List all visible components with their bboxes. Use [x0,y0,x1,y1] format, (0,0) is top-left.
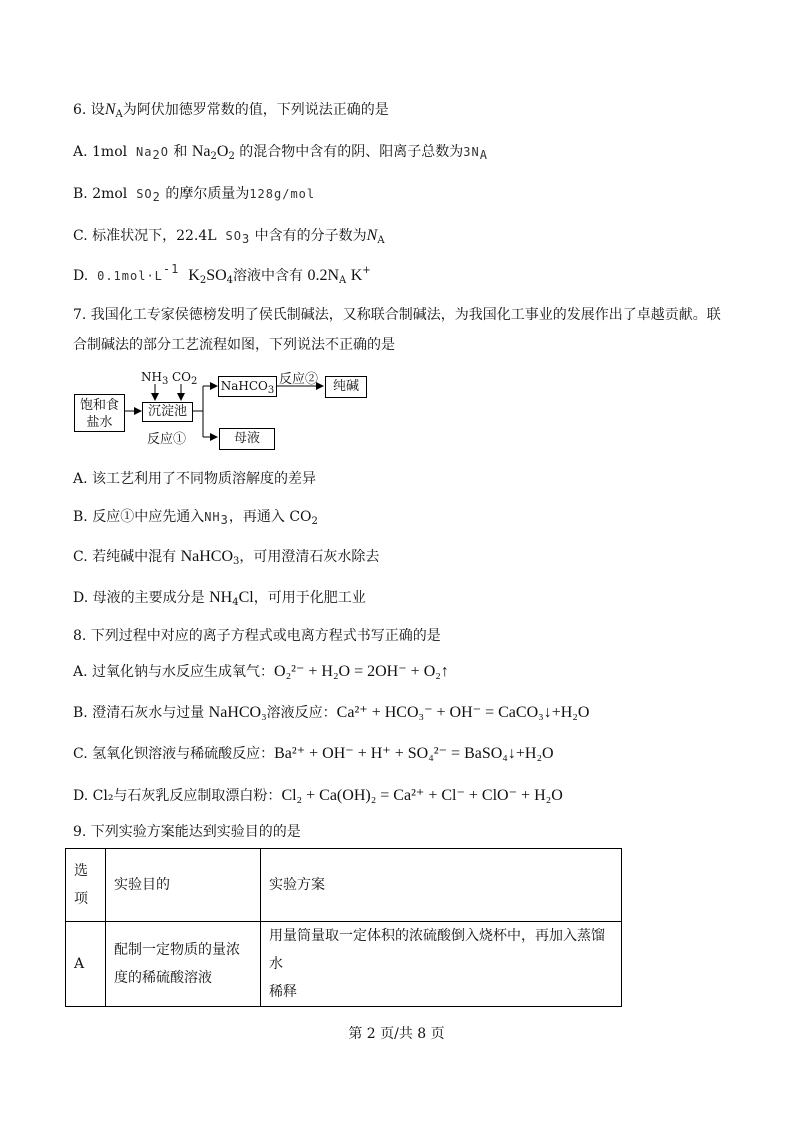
nh3-label: $NH_3$ [141,370,169,387]
q7-stem-line2: 合制碱法的部分工艺流程如图，下列说法不正确的是 [73,337,395,353]
soda-ash-box: 纯碱 [325,376,367,398]
q7-option-a: A. 该工艺利用了不同物质溶解度的差异 [73,471,317,487]
reaction1-label: 反应① [147,432,187,447]
q7-option-d: D. 母液的主要成分是 $NH_4Cl$，可用于化肥工业 [73,589,366,608]
nahco3-box: NaHCO$_3$ [218,376,277,397]
q7-stem-line1: 7. 我国化工专家侯德榜发明了侯氏制碱法，又称联合制碱法，为我国化工事业的发展作出了卓越贡献。联 [73,307,721,323]
page-footer: 第 2 页/共 8 页 [348,1026,445,1042]
q8-option-b: B. 澄清石灰水与过量 NaHCO₃溶液反应：Ca²⁺ + HCO₃⁻ + OH⁻ = CaCO₃↓+H₂O [73,704,590,721]
experiment-table [65,848,622,1007]
header-plan: 实验方案 [261,849,622,922]
row-plan: 用量筒量取一定体积的浓硫酸倒入烧杯中，再加入蒸馏水 稀释 [261,922,622,1007]
row-option: A [66,922,106,1007]
reaction2-label: 反应② [279,372,319,387]
q6-option-a: A. 1mol $Na_2O$ 和 $Na_2O_2$ 的混合物中含有的阴、阳离子总数为$3N_A$ [73,143,488,162]
q8-option-c: C. 氢氧化钡溶液与稀硫酸反应：Ba²⁺ + OH⁻ + H⁺ + SO₄²⁻ = BaSO₄↓+H₂O [73,745,554,762]
table-header-row [66,849,622,922]
q6-option-c: C. 标准状况下，22.4L $SO_3$ 中含有的分子数为$N_A$ [73,227,385,246]
row-purpose: 配制一定物质的量浓 度的稀硫酸溶液 [106,922,261,1007]
q6-stem: 6. 设$N_A$为阿伏加德罗常数的值，下列说法正确的是 [73,101,389,120]
table-row [66,922,622,1007]
q7-option-b: B. 反应①中应先通入$NH_3$，再通入 $CO_2$ [73,509,318,527]
q8-stem: 8. 下列过程中对应的离子方程式或电离方程式书写正确的是 [73,628,441,644]
precipitation-tank-box: 沉淀池 [142,402,193,422]
q6-option-d: D. $0.1mol\cdot L^{-1}$ $K_2SO_4$溶液中含有 $0.2N_A$ K+ [73,262,371,286]
mother-liquor-box: 母液 [219,428,275,450]
q6-option-b: B. 2mol $SO_2$ 的摩尔质量为128g/mol [73,186,316,204]
q8-option-d: D. Cl₂与石灰乳反应制取漂白粉：Cl₂ + Ca(OH)₂ = Ca²⁺ + Cl⁻ + ClO⁻ + H₂O [73,787,563,804]
q8-option-a: A. 过氧化钠与水反应生成氧气：O₂²⁻ + H₂O = 2OH⁻ + O₂↑ [73,663,449,680]
header-purpose: 实验目的 [106,849,261,922]
brine-box: 饱和食盐水 [74,394,125,432]
q9-stem: 9. 下列实验方案能达到实验目的的是 [73,824,301,840]
co2-label: $CO_2$ [172,370,198,387]
header-option: 选 项 [66,849,106,922]
q7-option-c: C. 若纯碱中混有 NaHCO$_3$，可用澄清石灰水除去 [73,548,380,567]
